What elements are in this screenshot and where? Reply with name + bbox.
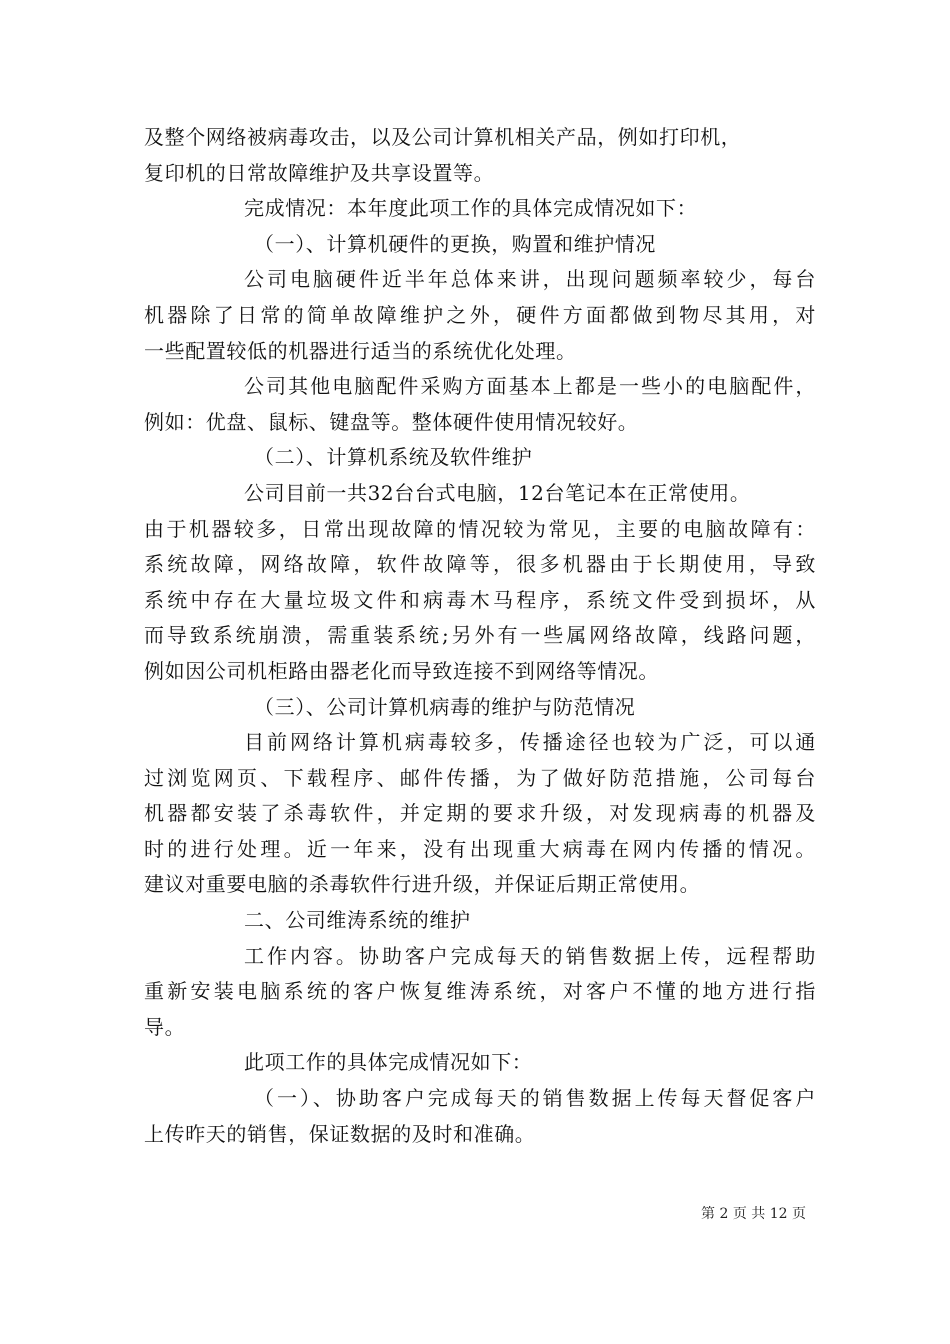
text-line: 目前网络计算机病毒较多，传播途径也较为广泛，可以通 — [244, 730, 816, 755]
text-line: 重新安装电脑系统的客户恢复维涛系统，对客户不懂的地方进行指 — [144, 979, 816, 1004]
text-line: 公司电脑硬件近半年总体来讲，出现问题频率较少，每台 — [244, 267, 816, 292]
text-line: 上传昨天的销售，保证数据的及时和准确。 — [144, 1121, 536, 1146]
text-line: 建议对重要电脑的杀毒软件行进升级，并保证后期正常使用。 — [144, 872, 701, 897]
text-line: 例如因公司机柜路由器老化而导致连接不到网络等情况。 — [144, 658, 659, 683]
text-line: 例如：优盘、鼠标、键盘等。整体硬件使用情况较好。 — [144, 409, 639, 434]
text-line: 系统中存在大量垃圾文件和病毒木马程序，系统文件受到损坏，从 — [144, 587, 816, 612]
text-line: 工作内容。协助客户完成每天的销售数据上传，远程帮助 — [244, 943, 816, 968]
section-heading: （一）、协助客户完成每天的销售数据上传每天督促客户 — [254, 1086, 816, 1111]
page-number: 第 2 页 共 12 页 — [701, 1206, 806, 1222]
section-heading: （三）、公司计算机病毒的维护与防范情况 — [254, 694, 636, 719]
text-line: 复印机的日常故障维护及共享设置等。 — [144, 160, 495, 185]
text-line: 及整个网络被病毒攻击，以及公司计算机相关产品，例如打印机， — [144, 125, 742, 149]
section-heading: （一）、计算机硬件的更换，购置和维护情况 — [254, 231, 656, 256]
text-line: 公司目前一共32台台式电脑，12台笔记本在正常使用。 — [244, 480, 751, 505]
text-line: 时的进行处理。近一年来，没有出现重大病毒在网内传播的情况。 — [144, 836, 816, 861]
text-line: 公司其他电脑配件采购方面基本上都是一些小的电脑配件， — [244, 374, 816, 399]
text-line: 机器除了日常的简单故障维护之外，硬件方面都做到物尽其用，对 — [144, 302, 816, 327]
text-line: 过浏览网页、下载程序、邮件传播，为了做好防范措施，公司每台 — [144, 765, 816, 790]
text-line: 此项工作的具体完成情况如下： — [244, 1050, 533, 1075]
text-line: 一些配置较低的机器进行适当的系统优化处理。 — [144, 338, 577, 363]
text-line: 导。 — [144, 1014, 186, 1039]
section-heading: 二、公司维涛系统的维护 — [244, 908, 471, 933]
text-line: 由于机器较多，日常出现故障的情况较为常见，主要的电脑故障有： — [144, 516, 816, 541]
text-line: 完成情况：本年度此项工作的具体完成情况如下： — [244, 196, 698, 221]
text-line: 系统故障，网络故障，软件故障等，很多机器由于长期使用，导致 — [144, 552, 816, 577]
text-line: 机器都安装了杀毒软件，并定期的要求升级，对发现病毒的机器及 — [144, 801, 816, 826]
document-body — [144, 120, 816, 1152]
text-line: 而导致系统崩溃，需重装系统;另外有一些属网络故障，线路问题， — [144, 623, 816, 648]
section-heading: （二）、计算机系统及软件维护 — [254, 445, 533, 470]
